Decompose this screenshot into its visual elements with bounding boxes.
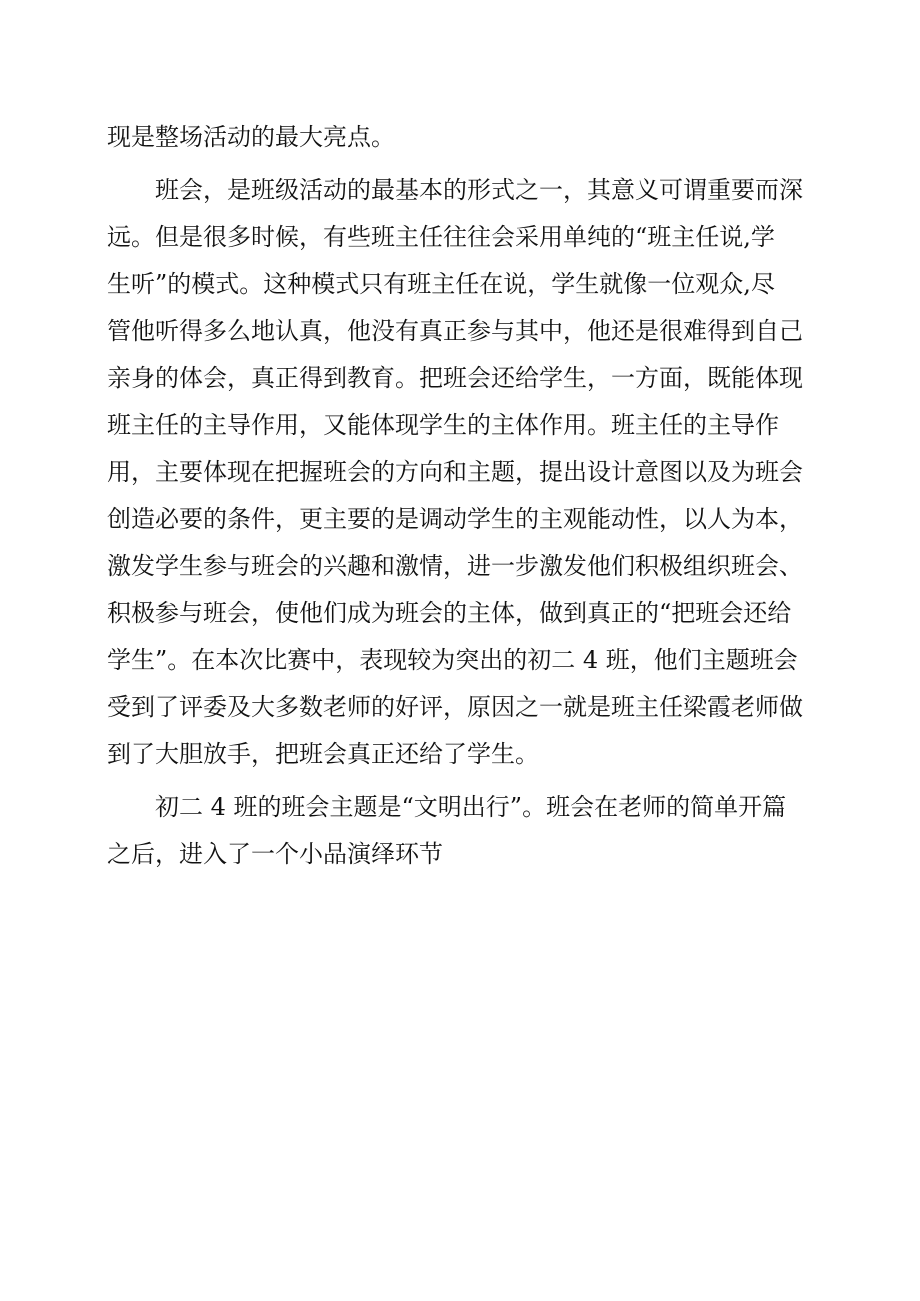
text-line: 班主任的主导作用，又能体现学生的主体作用。班主任的主导作 [107, 411, 779, 439]
text-line: 亲身的体会，真正得到教育。把班会还给学生，一方面，既能体现 [107, 364, 803, 392]
document-body [107, 114, 823, 878]
text-line: 远。但是很多时候，有些班主任往往会采用单纯的“班主任说,学 [107, 223, 775, 251]
text-line: 积极参与班会，使他们成为班会的主体，做到真正的“把班会还给 [107, 599, 792, 627]
text-line: 受到了评委及大多数老师的好评，原因之一就是班主任梁霞老师做 [107, 693, 803, 721]
text-line: 班会，是班级活动的最基本的形式之一，其意义可谓重要而深 [107, 176, 803, 204]
text-line: 到了大胆放手，把班会真正还给了学生。 [107, 740, 539, 768]
paragraph-1 [107, 114, 823, 161]
text-line: 激发学生参与班会的兴趣和激情，进一步激发他们积极组织班会、 [107, 552, 803, 580]
paragraph-3 [107, 784, 823, 878]
text-line: 初二 4 班的班会主题是“文明出行”。班会在老师的简单开篇 [107, 793, 787, 821]
text-line: 用，主要体现在把握班会的方向和主题，提出设计意图以及为班会 [107, 458, 803, 486]
text-line: 生听”的模式。这种模式只有班主任在说，学生就像一位观众,尽 [107, 270, 775, 298]
text-line: 现是整场活动的最大亮点。 [107, 123, 395, 151]
text-line: 创造必要的条件，更主要的是调动学生的主观能动性，以人为本， [107, 505, 803, 533]
paragraph-2 [107, 167, 823, 778]
text-line: 管他听得多么地认真，他没有真正参与其中，他还是很难得到自己 [107, 317, 803, 345]
text-line: 之后，进入了一个小品演绎环节 [107, 840, 443, 868]
text-line: 学生”。在本次比赛中，表现较为突出的初二 4 班，他们主题班会 [107, 646, 798, 674]
